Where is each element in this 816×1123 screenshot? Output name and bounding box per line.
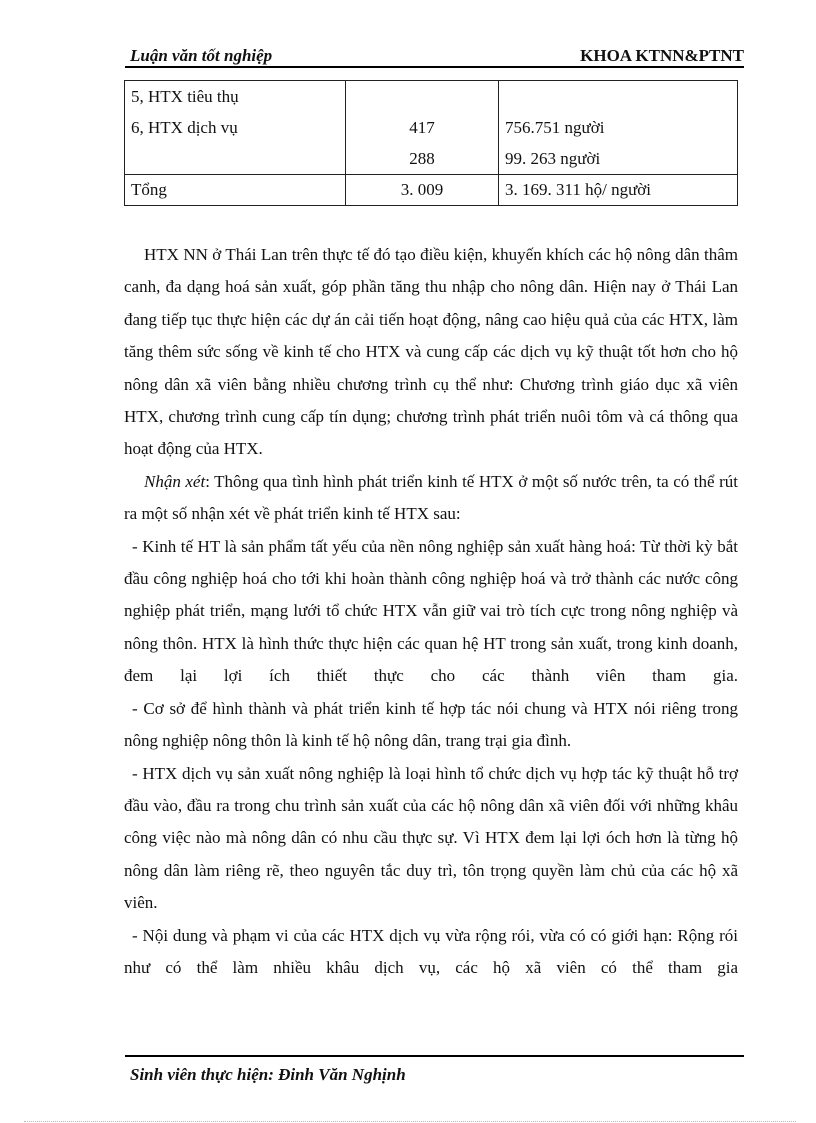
- header-faculty: KHOA KTNN&PTNT: [580, 46, 744, 65]
- total-members: 3. 169. 311 hộ/ người: [499, 175, 738, 206]
- cell-line: [352, 81, 492, 112]
- cell-line: 756.751 người: [505, 118, 605, 137]
- cell-line: 99. 263 người: [505, 149, 601, 168]
- statistics-table: [124, 80, 738, 206]
- bullet-item: - HTX dịch vụ sản xuất nông nghiệp là loại hình tổ chức dịch vụ hợp tác kỹ thuật hỗ trợ đầu vào, đầu ra trong chu trình sản xuất của các hộ nông dân xã viên đối với những khâu công việc nào mà nông dân có nhu cầu thực sự. Vì HTX đem lại lợi óch hơn là từng hộ nông dân làm riêng rẽ, theo nguyên tắc duy trì, tôn trọng quyền làm chủ của các hộ xã viên.: [124, 763, 738, 913]
- remarks-text: : Thông qua tình hình phát triển kinh tế HTX ở một số nước trên, ta có thể rút ra một số nhận xét về phát triển kinh tế HTX sau:: [124, 471, 738, 524]
- cell-line: 288: [409, 149, 435, 168]
- cell-line: [131, 143, 339, 174]
- header-thesis-title: Luận văn tốt nghiệp: [130, 46, 273, 65]
- footer-signature: Sinh viên thực hiện: Đinh Văn Nghịnh: [130, 1065, 406, 1084]
- cell-line: 5, HTX tiêu thụ: [131, 87, 239, 106]
- table-total-row: [125, 175, 738, 206]
- total-count: 3. 009: [346, 175, 499, 206]
- bullet-item: - Nội dung và phạm vi của các HTX dịch vụ vừa rộng rói, vừa có có giới hạn: Rộng rói như có thể làm nhiều khâu dịch vụ, các hộ xã viên có thể tham gia: [124, 925, 738, 977]
- remarks-label: Nhận xét: [144, 471, 206, 491]
- bullet-item: - Kinh tế HT là sản phẩm tất yếu của nền nông nghiệp sản xuất hàng hoá: Từ thời kỳ bắt đầu công nghiệp hoá cho tới khi hoàn thành công nghiệp hoá và trở thành các nước công nghiệp phát triển, mạng lưới tổ chức HTX vẫn giữ vai trò tích cực trong nông nghiệp và nông thôn. HTX là hình thức thực hiện các quan hệ HT trong sản xuất, trong kinh doanh, đem lại lợi ích thiết thực cho các thành viên tham gia.: [124, 536, 738, 686]
- table-cell-members: [499, 81, 738, 175]
- page-footer: [125, 1055, 744, 1084]
- cell-line: [505, 81, 731, 112]
- paragraph-remarks: [124, 466, 738, 531]
- table-cell-type: [125, 81, 346, 175]
- cell-line: 417: [409, 118, 435, 137]
- paragraph-thailand: HTX NN ở Thái Lan trên thực tế đó tạo điều kiện, khuyến khích các hộ nông dân thâm canh, đa dạng hoá sản xuất, góp phần tăng thu nhập cho nông dân. Hiện nay ở Thái Lan đang tiếp tục thực hiện các dự án cải tiến hoạt động, nâng cao hiệu quả của các HTX, làm tăng thêm sức sống về kinh tế cho HTX và cung cấp các dịch vụ kỹ thuật tốt hơn cho hộ nông dân xã viên bằng nhiều chương trình cụ thể như: Chương trình giáo dục xã viên HTX, chương trình cung cấp tín dụng; chương trình phát triển nuôi tôm và cá thông qua hoạt động của HTX.: [124, 245, 738, 459]
- total-label: Tổng: [125, 175, 346, 206]
- page-header: [125, 44, 744, 68]
- body-text: [124, 239, 738, 984]
- cell-line: 6, HTX dịch vụ: [131, 118, 238, 137]
- table-row: [125, 81, 738, 175]
- bullet-item: - Cơ sở để hình thành và phát triển kinh tế hợp tác nói chung và HTX nói riêng trong nông nghiệp nông thôn là kinh tế hộ nông dân, trang trại gia đình.: [124, 698, 738, 751]
- table-cell-count: [346, 81, 499, 175]
- page-bottom-divider: [24, 1121, 796, 1122]
